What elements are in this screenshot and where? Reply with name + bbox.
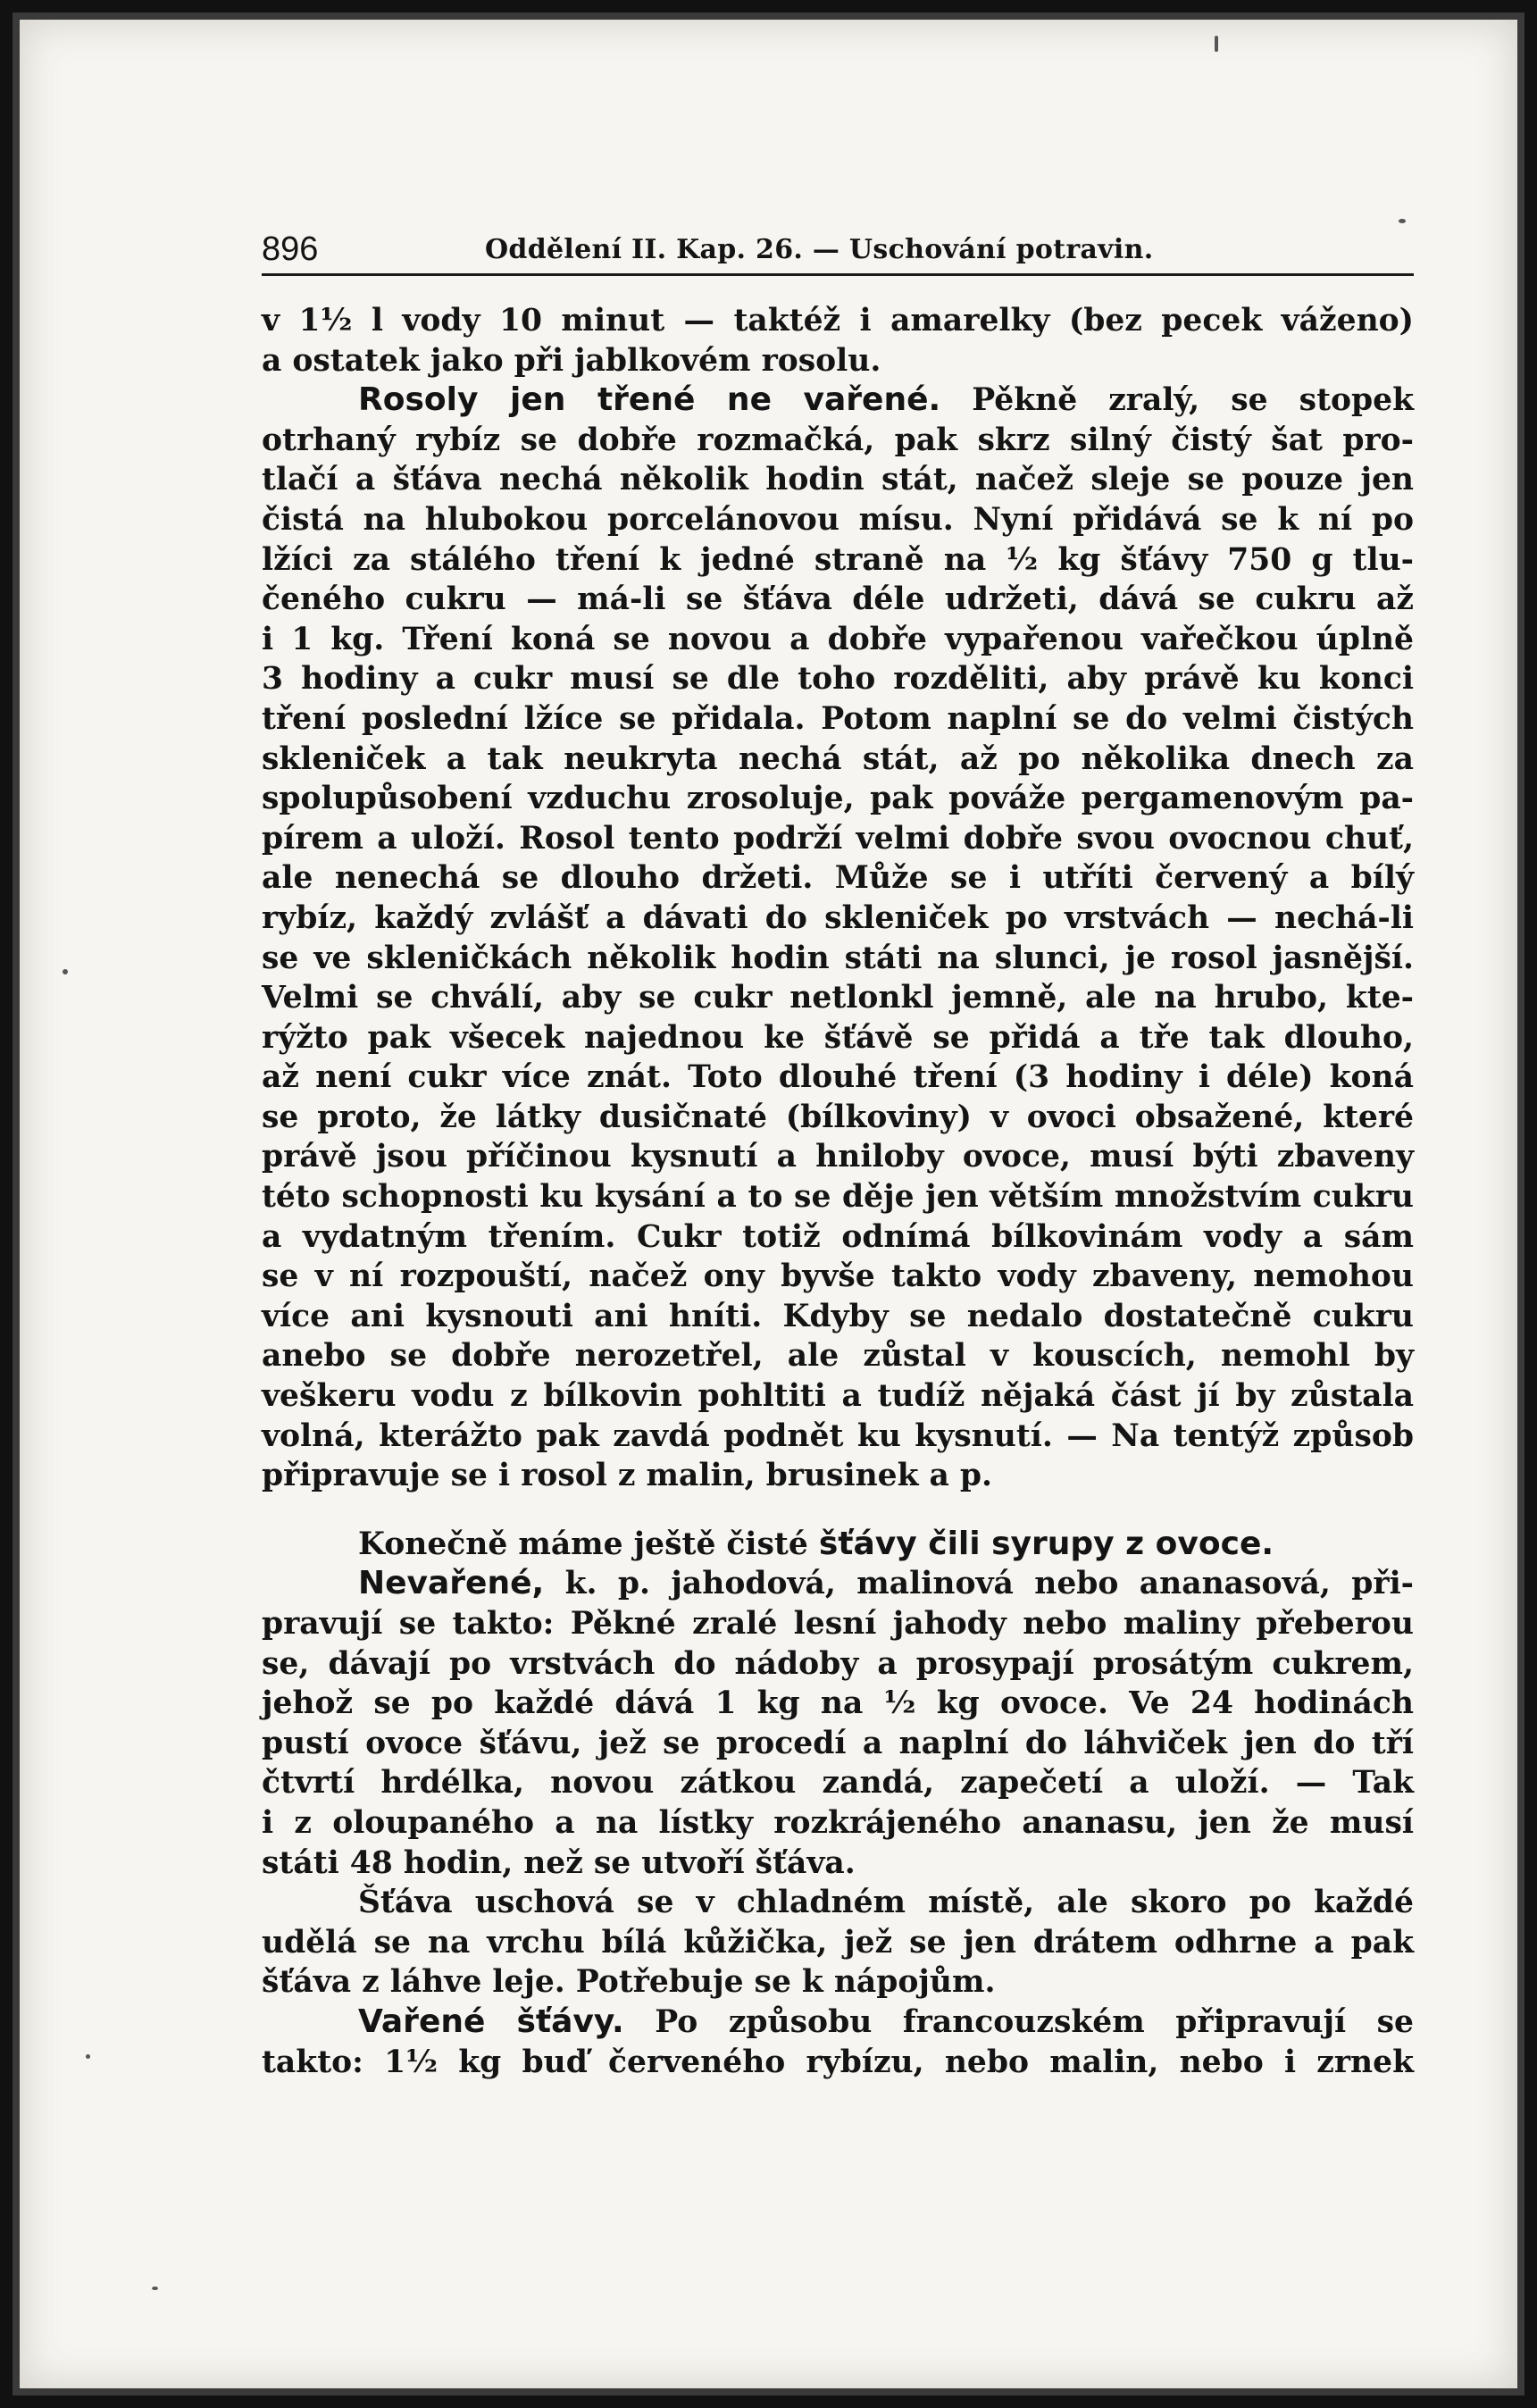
page-number: 896 xyxy=(262,230,319,268)
speck xyxy=(1215,36,1218,52)
line-text: anebo se dobře nerozetřel, ale zůstal v kouscích, nemohl by xyxy=(262,1338,1414,1375)
line-text: se ve skleničkách několik hodin státi na slunci, je rosol jasnější. xyxy=(262,940,1414,976)
line-text: i 1 kg. Tření koná se novou a dobře vypařenou vařečkou úplně xyxy=(262,621,1414,657)
book-page xyxy=(262,223,1414,2082)
text-line xyxy=(262,380,1414,421)
line-text: otrhaný rybíz se dobře rozmačká, pak skrz silný čistý šat pro- xyxy=(262,422,1414,458)
line-text: Po způsobu francouzském připravují se xyxy=(623,2003,1415,2040)
text-line xyxy=(262,858,1414,899)
text-line xyxy=(262,899,1414,939)
text-line xyxy=(262,1257,1414,1297)
line-text: tlačí a šťáva nechá několik hodin stát, načež sleje se pouze jen xyxy=(262,462,1414,498)
section-heading: Nevařené, xyxy=(358,1565,545,1602)
line-text: čtvrtí hrdélka, novou zátkou zandá, zapečetí a uloží. — Tak xyxy=(262,1765,1414,1802)
speck xyxy=(63,969,68,974)
line-text: až není cukr více znát. Toto dlouhé tření (3 hodiny i déle) koná xyxy=(262,1059,1414,1096)
text-line xyxy=(262,1844,1414,1884)
line-text: Velmi se chválí, aby se cukr netlonkl jemně, ale na hrubo, kte- xyxy=(262,980,1414,1016)
line-text: státi 48 hodin, než se utvoří šťáva. xyxy=(262,1844,856,1881)
line-text: tření poslední lžíce se přidala. Potom naplní se do velmi čistých xyxy=(262,700,1414,737)
text-line xyxy=(262,1297,1414,1337)
text-line xyxy=(262,1923,1414,1963)
text-line xyxy=(262,2043,1414,2083)
text-line xyxy=(262,1058,1414,1098)
line-text: i z oloupaného a na lístky rozkrájeného ananasu, jen že musí xyxy=(262,1804,1414,1841)
line-text: Pěkně zralý, se stopek xyxy=(940,382,1414,419)
line-text: takto: 1½ kg buď červeného rybízu, nebo malin, nebo i zrnek xyxy=(262,2044,1414,2080)
line-text: k. p. jahodová, malinová nebo ananasová, při- xyxy=(544,1566,1414,1602)
text-line xyxy=(262,1604,1414,1644)
text-line xyxy=(262,1763,1414,1803)
line-text: rybíz, každý zvlášť a dávati do skleniček po vrstvách — nechá-li xyxy=(262,899,1414,936)
line-text: pustí ovoce šťávu, jež se procedí a naplní do láhviček jen do tří xyxy=(262,1725,1414,1761)
text-line xyxy=(262,1644,1414,1685)
text-line xyxy=(262,1564,1414,1604)
text-line xyxy=(262,1803,1414,1844)
line-text: lžíci za stálého tření k jedné straně na ½ kg šťávy 750 g tlu- xyxy=(262,541,1414,578)
text-line xyxy=(262,460,1414,500)
line-text: čistá na hlubokou porcelánovou mísu. Nyní přidává se k ní po xyxy=(262,501,1414,538)
line-text: právě jsou příčinou kysnutí a hniloby ovoce, musí býti zbaveny xyxy=(262,1139,1414,1175)
text-line xyxy=(262,1724,1414,1764)
text-line xyxy=(262,341,1414,381)
text-line xyxy=(262,1217,1414,1258)
text-line xyxy=(262,421,1414,461)
speck xyxy=(86,2054,90,2059)
line-text: 3 hodiny a cukr musí se dle toho rozděliti, aby právě ku konci xyxy=(262,661,1414,698)
section-heading: Vařené šťávy. xyxy=(358,2002,624,2040)
line-text: jehož se po každé dává 1 kg na ½ kg ovoce. Ve 24 hodinách xyxy=(262,1685,1414,1722)
text-line xyxy=(262,1137,1414,1177)
line-text: spolupůsobení vzduchu zrosoluje, pak pováže pergamenovým pa- xyxy=(262,781,1414,817)
line-text: pírem a uloží. Rosol tento podrží velmi dobře svou ovocnou chuť, xyxy=(262,820,1414,857)
line-text: skleniček a tak neukryta nechá stát, až po několika dnech za xyxy=(262,740,1414,777)
text-line xyxy=(262,1962,1414,2002)
text-line xyxy=(262,699,1414,740)
line-text: šťáva z láhve leje. Potřebuje se k nápojům. xyxy=(262,1964,996,2001)
text-line xyxy=(262,1525,1414,1565)
line-text: této schopnosti ku kysání a to se děje jen větším množstvím cukru xyxy=(262,1179,1414,1216)
line-text: čeného cukru — má-li se šťáva déle udržeti, dává se cukru až xyxy=(262,581,1414,618)
text-line xyxy=(262,1098,1414,1138)
text-line xyxy=(262,1376,1414,1417)
line-text: se proto, že látky dusičnaté (bílkoviny) v ovoci obsažené, které xyxy=(262,1099,1414,1135)
line-text: a vydatným třením. Cukr totiž odnímá bílkovinám vody a sám xyxy=(262,1218,1414,1255)
section-heading: Rosoly jen třené ne vařené. xyxy=(358,381,941,419)
text-line xyxy=(262,1018,1414,1058)
line-text: Konečně máme ještě čisté xyxy=(358,1526,819,1562)
line-text: Šťáva uschová se v chladném místě, ale skoro po každé xyxy=(358,1885,1414,1921)
line-text: rýžto pak všecek najednou ke šťávě se přidá a tře tak dlouho, xyxy=(262,1019,1414,1056)
text-line xyxy=(262,500,1414,540)
line-text: volná, kterážto pak zavdá podnět ku kysnutí. — Na tentýž způsob xyxy=(262,1417,1414,1454)
text-line xyxy=(262,659,1414,699)
text-line xyxy=(262,580,1414,620)
line-text: připravuje se i rosol z malin, brusinek a p. xyxy=(262,1458,993,1494)
text-line xyxy=(262,1336,1414,1376)
text-line xyxy=(262,1684,1414,1724)
text-line xyxy=(262,740,1414,780)
line-text: se, dávají po vrstvách do nádoby a prosypají prosátým cukrem, xyxy=(262,1645,1414,1682)
line-text: udělá se na vrchu bílá kůžička, jež se jen drátem odhrne a pak xyxy=(262,1924,1414,1961)
line-text: více ani kysnouti ani hníti. Kdyby se nedalo dostatečně cukru xyxy=(262,1298,1414,1334)
text-line xyxy=(262,620,1414,660)
text-line xyxy=(262,2002,1414,2043)
running-title: Oddělení II. Kap. 26. — Uschování potravin. xyxy=(485,234,1154,265)
section-heading: šťávy čili syrupy z ovoce. xyxy=(818,1525,1274,1562)
text-line xyxy=(262,819,1414,859)
text-line xyxy=(262,779,1414,819)
body-text xyxy=(262,301,1414,2082)
text-line xyxy=(262,1417,1414,1457)
speck xyxy=(152,2287,158,2290)
text-line xyxy=(262,1177,1414,1217)
text-line xyxy=(262,939,1414,979)
line-text: a ostatek jako při jablkovém rosolu. xyxy=(262,342,881,379)
line-text: ale nenechá se dlouho držeti. Může se i utříti červený a bílý xyxy=(262,860,1414,897)
text-line xyxy=(262,1456,1414,1496)
line-text: pravují se takto: Pěkné zralé lesní jahody nebo maliny přeberou xyxy=(262,1606,1414,1642)
text-line xyxy=(262,1883,1414,1923)
text-line xyxy=(262,301,1414,341)
line-text: v 1½ l vody 10 minut — taktéž i amarelky (bez pecek váženo) xyxy=(262,303,1414,339)
text-line xyxy=(262,978,1414,1018)
line-text: veškeru vodu z bílkovin pohltiti a tudíž nějaká část jí by zůstala xyxy=(262,1378,1414,1415)
line-text: se v ní rozpouští, načež ony byvše takto vody zbaveny, nemohou xyxy=(262,1258,1414,1295)
running-header xyxy=(262,223,1414,276)
text-line xyxy=(262,540,1414,581)
paragraph-gap xyxy=(262,1496,1414,1525)
